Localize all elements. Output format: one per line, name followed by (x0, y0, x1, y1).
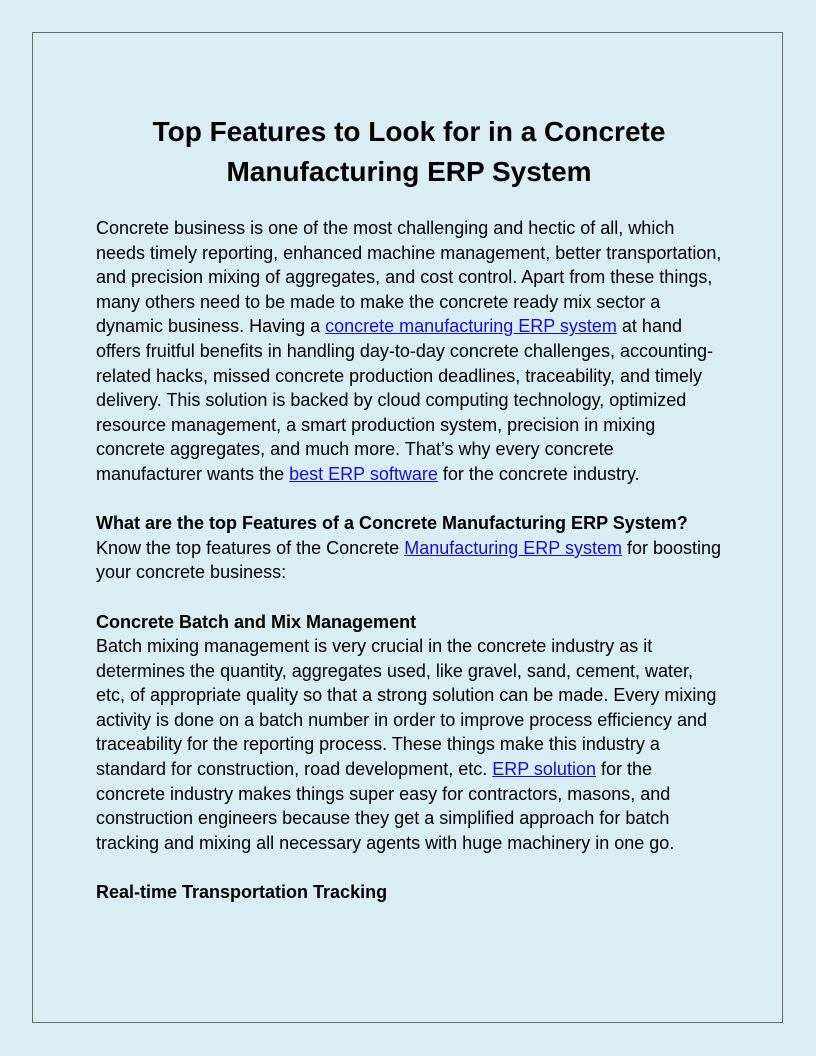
batch-heading: Concrete Batch and Mix Management (96, 611, 417, 632)
document-body (96, 112, 722, 905)
batch-section (96, 610, 722, 856)
paragraph-spacer (96, 487, 722, 512)
document-title: Top Features to Look for in a Concrete Manufacturing ERP System (152, 116, 666, 187)
intro-paragraph (96, 216, 722, 487)
intro-text-1: Concrete business is one of the most challenging and hectic of all, which needs timely reporting, enhanced machine management, better transportation, and precision mixing of aggregates, and cost control. Apart from these things, many others need to be made to make the concrete ready mix sector a dynamic business. Having a (96, 218, 722, 337)
batch-text-1: Batch mixing management is very crucial in the concrete industry as it determines the quantity, aggregates used, like gravel, sand, cement, water, etc, of appropriate quality so that a strong solution can be made. Every mixing activity is done on a batch number in order to improve process efficiency and traceability for the reporting process. These things make this industry a standard for construction, road development, etc. (96, 636, 717, 780)
paragraph-spacer (96, 585, 722, 610)
erp-solution-link[interactable]: ERP solution (492, 759, 596, 780)
transport-heading: Real-time Transportation Tracking (96, 882, 388, 903)
intro-text-3: for the concrete industry. (437, 463, 640, 484)
concrete-erp-link[interactable]: concrete manufacturing ERP system (325, 316, 617, 337)
top-features-heading: What are the top Features of a Concrete Manufacturing ERP System? (96, 513, 688, 534)
top-features-section (96, 511, 722, 585)
manufacturing-erp-link[interactable]: Manufacturing ERP system (404, 537, 622, 558)
paragraph-spacer (96, 855, 722, 880)
top-features-text-1: Know the top features of the Concrete (96, 537, 405, 558)
batch-text-2: for the concrete industry makes things super easy for contractors, masons, and construction engineers because they get a simplified approach for batch tracking and mixing all necessary agents with huge machinery in one go. (96, 759, 675, 853)
best-erp-software-link[interactable]: best ERP software (289, 463, 438, 484)
top-features-text-2: for boosting your concrete business: (96, 537, 722, 583)
title-spacer (96, 192, 722, 216)
transport-section (96, 880, 722, 905)
intro-text-2: at hand offers fruitful benefits in handling day-to-day concrete challenges, accounting-related hacks, missed concrete production deadlines, traceability, and timely delivery. This solution is backed by cloud computing technology, optimized resource management, a smart production system, precision in mixing concrete aggregates, and much more. That’s why every concrete manufacturer wants the (96, 316, 714, 484)
